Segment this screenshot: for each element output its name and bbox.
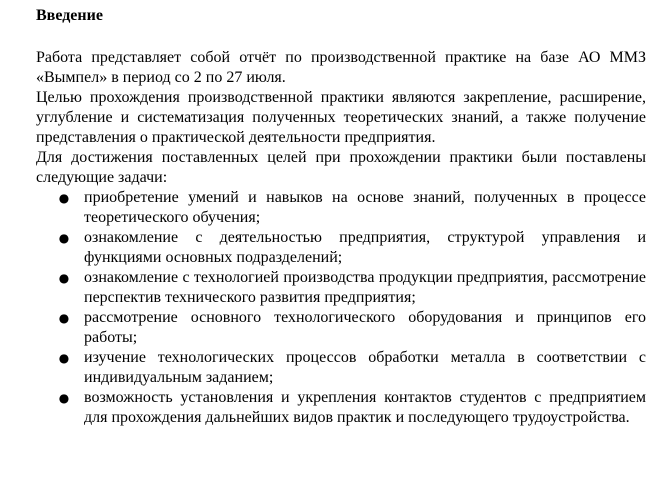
- task-text: рассмотрение основного технологического оборудования и принципов его работы;: [84, 309, 646, 346]
- task-text: изучение технологических процессов обработки металла в соответствии с индивидуальным заданием;: [84, 349, 646, 386]
- task-item: [36, 388, 646, 428]
- section-heading: Введение: [36, 7, 103, 24]
- bullet-icon: ●: [58, 191, 70, 205]
- task-item: [36, 228, 646, 268]
- tasks-intro-paragraph: Для достижения поставленных целей при прохождении практики были поставлены следующие задачи:: [36, 149, 646, 186]
- intro-paragraph: Работа представляет собой отчёт по производственной практике на базе АО ММЗ «Вымпел» в период со 2 по 27 июля.: [36, 49, 646, 86]
- task-item: [36, 188, 646, 228]
- document-page: [36, 6, 646, 428]
- task-text: ознакомление с деятельностью предприятия, структурой управления и функциями основных подразделений;: [84, 229, 646, 266]
- goal-paragraph: Целью прохождения производственной практики являются закрепление, расширение, углубление и систематизация полученных теоретических знаний, а также получение представления о практической деятельности предприятия.: [36, 89, 646, 146]
- task-text: возможность установления и укрепления контактов студентов с предприятием для прохождения дальнейших видов практик и последующего трудоустройства.: [84, 389, 646, 426]
- bullet-icon: ●: [58, 351, 70, 365]
- bullet-icon: ●: [58, 271, 70, 285]
- task-item: [36, 268, 646, 308]
- task-text: ознакомление с технологией производства продукции предприятия, рассмотрение перспектив технического развития предприятия;: [84, 269, 646, 306]
- bullet-icon: ●: [58, 311, 70, 325]
- bullet-icon: ●: [58, 231, 70, 245]
- task-text: приобретение умений и навыков на основе знаний, полученных в процессе теоретического обучения;: [84, 189, 646, 226]
- task-item: [36, 308, 646, 348]
- task-list: [36, 188, 646, 428]
- bullet-icon: ●: [58, 391, 70, 405]
- task-item: [36, 348, 646, 388]
